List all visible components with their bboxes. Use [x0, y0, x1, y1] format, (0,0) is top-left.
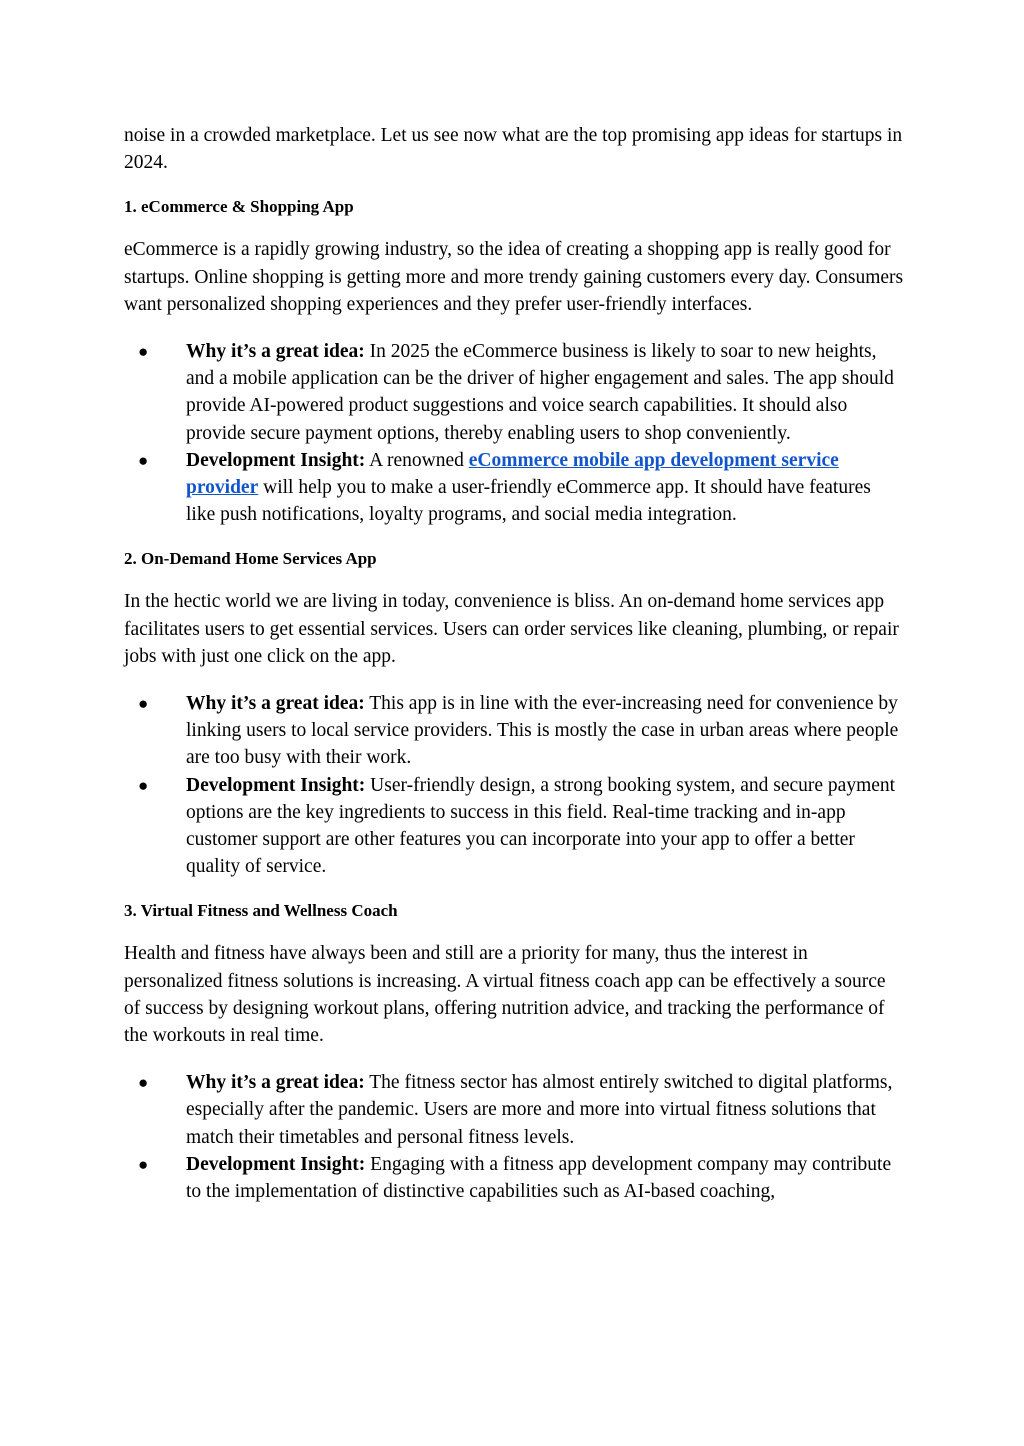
list-item [124, 338, 904, 447]
bullet-text: In 2025 the eCommerce business is likely to soar to new heights, and a mobile application can be the driver of higher engagement and sales. The app should provide AI-powered product suggestions and voice search capabilities. It should also provide secure payment options, thereby enabling users to shop conveniently. [186, 341, 894, 444]
bullet-lead: Development Insight: [186, 449, 366, 471]
bullet-icon: ● [138, 775, 149, 795]
bullet-text: will help you to make a user-friendly eCommerce app. It should have features like push notifications, loyalty programs, and social media integration. [186, 477, 871, 526]
bullet-icon: ● [138, 342, 149, 362]
ecommerce-service-provider-link[interactable]: eCommerce mobile app development service provider [186, 449, 839, 499]
list-item [124, 1069, 904, 1151]
bullet-text: User-friendly design, a strong booking system, and secure payment options are the key ingredients to success in this field. Real-time tracking and in-app customer support are other features you can incorporate into your app to offer a better quality of service. [186, 774, 896, 878]
bullet-lead: Why it’s a great idea: [186, 1072, 365, 1094]
bullet-lead: Why it’s a great idea: [186, 341, 365, 363]
section-body-home-services: In the hectic world we are living in today, convenience is bliss. An on-demand home services app facilitates users to get essential services. Users can order services like cleaning, plumbing, or repair jobs with just one click on the app. [124, 591, 899, 667]
section-heading-home-services: 2. On-Demand Home Services App [124, 549, 377, 569]
bullet-lead: Development Insight: [186, 1153, 366, 1175]
section-heading-fitness: 3. Virtual Fitness and Wellness Coach [124, 901, 398, 921]
bullet-text: This app is in line with the ever-increasing need for convenience by linking users to local service providers. This is mostly the case in urban areas where people are too busy with their work. [186, 693, 899, 769]
section-body-fitness: Health and fitness have always been and still are a priority for many, thus the interest in personalized fitness solutions is increasing. A virtual fitness coach app can be effectively a source of success by designing workout plans, offering nutrition advice, and tracking the performance of the workouts in real time. [124, 943, 886, 1047]
bullet-icon: ● [138, 694, 149, 714]
bullet-list-home-services [124, 690, 904, 880]
intro-paragraph: noise in a crowded marketplace. Let us see now what are the top promising app ideas for startups in 2024. [124, 125, 903, 174]
bullet-lead: Development Insight: [186, 774, 366, 796]
section-heading-ecommerce: 1. eCommerce & Shopping App [124, 197, 354, 217]
bullet-lead: Why it’s a great idea: [186, 693, 365, 715]
section-body-ecommerce: eCommerce is a rapidly growing industry, so the idea of creating a shopping app is really good for startups. Online shopping is getting more and more trendy gaining customers every day. Consumers want personalized shopping experiences and they prefer user-friendly interfaces. [124, 239, 904, 315]
list-item [124, 447, 904, 529]
bullet-icon: ● [138, 1154, 149, 1174]
bullet-icon: ● [138, 1073, 149, 1093]
list-item [124, 772, 904, 881]
bullet-text: Engaging with a fitness app development company may contribute to the implementation of distinctive capabilities such as AI-based coaching, [186, 1153, 892, 1203]
list-item [124, 690, 904, 772]
list-item [124, 1151, 904, 1205]
bullet-text: The fitness sector has almost entirely switched to digital platforms, especially after the pandemic. Users are more and more into virtual fitness solutions that match their timetables and personal fitness levels. [186, 1072, 893, 1148]
bullet-list-fitness [124, 1069, 904, 1205]
bullet-text: A renowned [365, 449, 469, 471]
bullet-list-ecommerce [124, 338, 904, 528]
bullet-icon: ● [138, 450, 149, 470]
